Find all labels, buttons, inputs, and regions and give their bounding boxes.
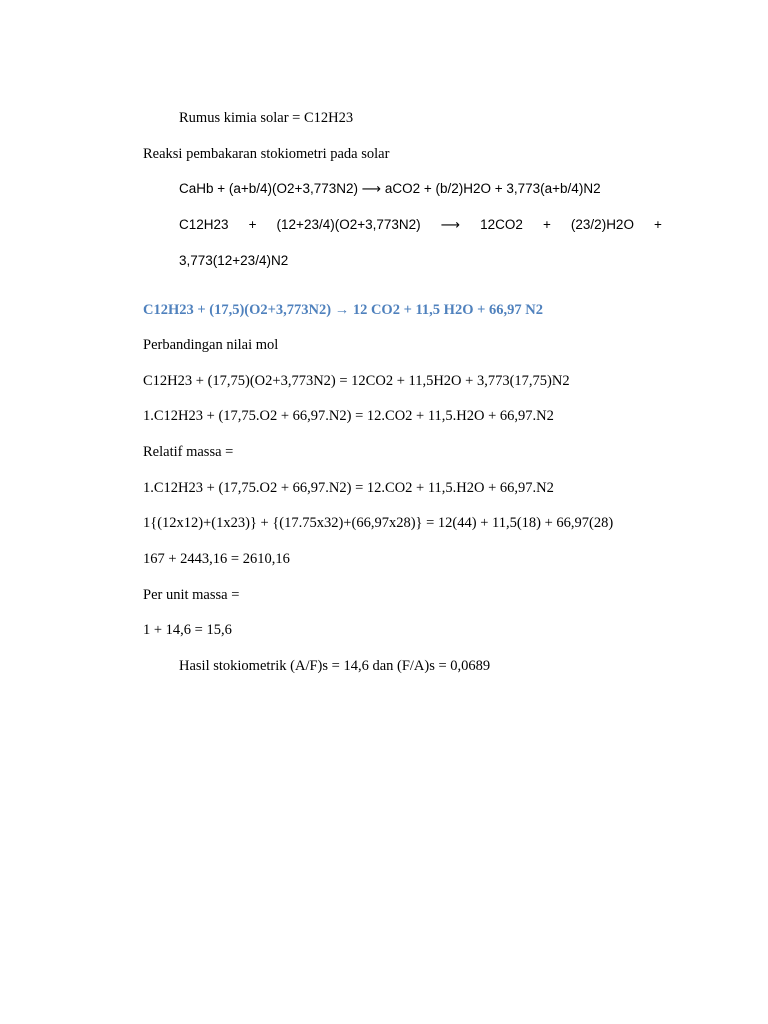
equation-operator: +	[248, 217, 257, 232]
equation-arrow: ⟶	[440, 217, 461, 232]
equation-operator: +	[654, 217, 662, 232]
mol-comparison-heading: Perbandingan nilai mol	[143, 337, 279, 353]
relative-mass-line: 167 + 2443,16 = 2610,16	[143, 551, 290, 567]
relative-mass-heading: Relatif massa =	[143, 444, 234, 460]
equation-operator: +	[542, 217, 551, 232]
stoichiometric-result: Hasil stokiometrik (A/F)s = 14,6 dan (F/A)s = 0,0689	[179, 658, 491, 674]
specific-equation-continuation: 3,773(12+23/4)N2	[179, 253, 289, 268]
mol-equation-line: 1.C12H23 + (17,75.O2 + 66,97.N2) = 12.CO2 + 11,5.H2O + 66,97.N2	[143, 408, 554, 424]
per-unit-mass-line: 1 + 14,6 = 15,6	[143, 622, 232, 638]
general-combustion-equation: CaHb + (a+b/4)(O2+3,773N2) ⟶ aCO2 + (b/2)H2O + 3,773(a+b/4)N2	[179, 181, 601, 196]
equation-term: (23/2)H2O	[570, 217, 634, 232]
equation-term: C12H23	[179, 217, 229, 232]
highlighted-balanced-equation: C12H23 + (17,5)(O2+3,773N2) → 12 CO2 + 11,5 H2O + 66,97 N2	[143, 302, 543, 318]
mol-equation-line: C12H23 + (17,75)(O2+3,773N2) = 12CO2 + 11,5H2O + 3,773(17,75)N2	[143, 373, 570, 389]
relative-mass-line: 1{(12x12)+(1x23)} + {(17.75x32)+(66,97x28)} = 12(44) + 11,5(18) + 66,97(28)	[143, 515, 614, 531]
per-unit-mass-heading: Per unit massa =	[143, 587, 240, 603]
relative-mass-line: 1.C12H23 + (17,75.O2 + 66,97.N2) = 12.CO2 + 11,5.H2O + 66,97.N2	[143, 480, 554, 496]
specific-combustion-equation	[179, 216, 662, 234]
chemical-formula-line: Rumus kimia solar = C12H23	[179, 110, 354, 126]
equation-term: 12CO2	[480, 217, 523, 232]
reaction-heading: Reaksi pembakaran stokiometri pada solar	[143, 146, 390, 162]
equation-term: (12+23/4)(O2+3,773N2)	[276, 217, 421, 232]
